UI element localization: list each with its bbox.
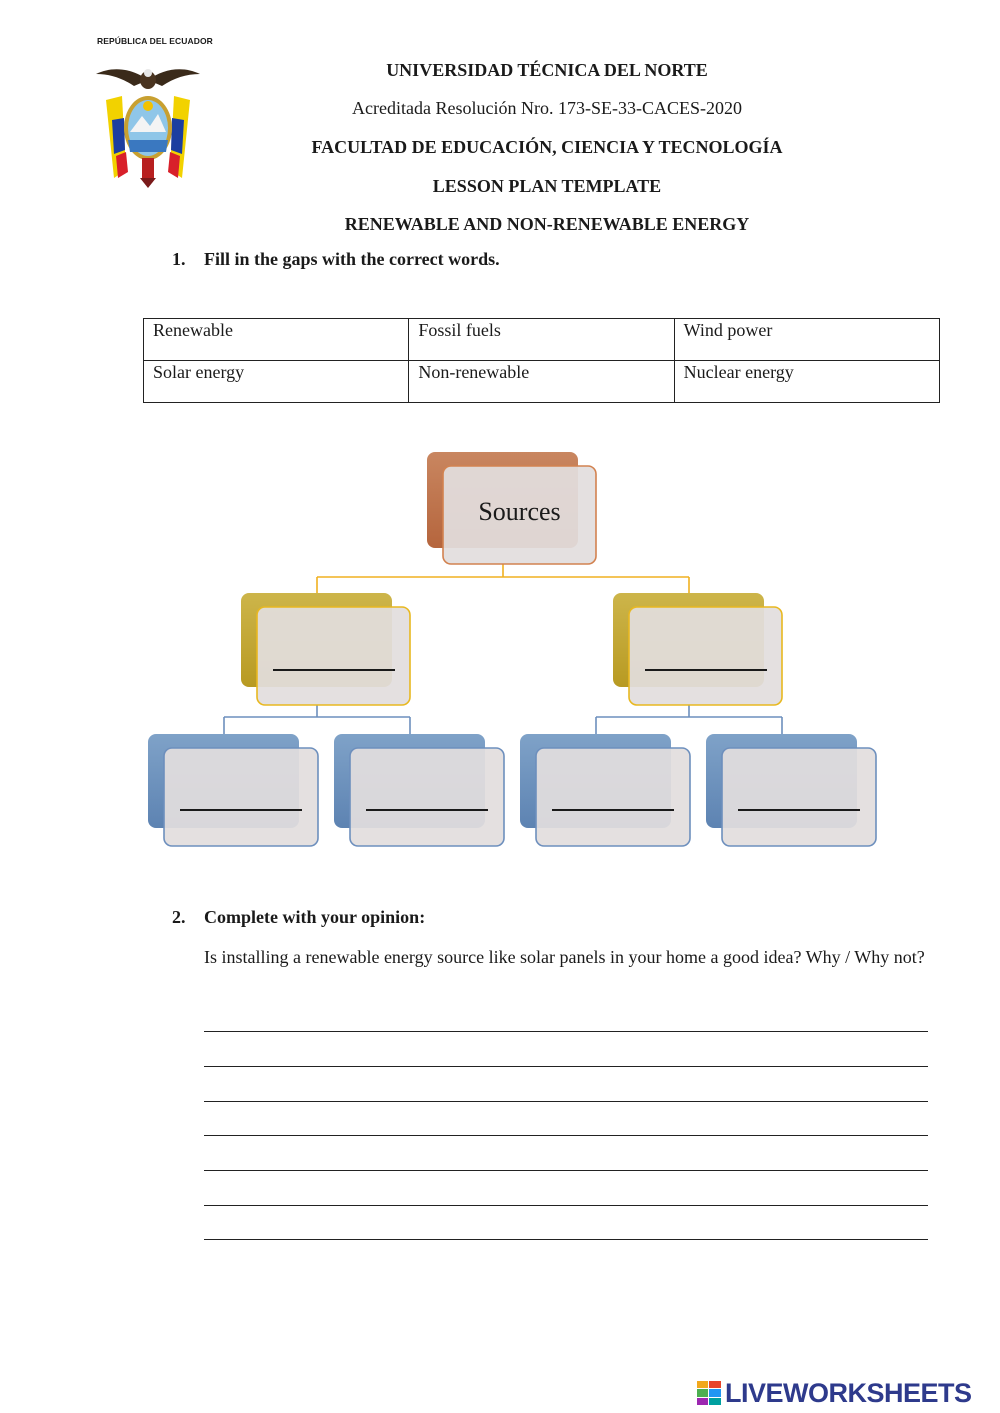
blank-category-2[interactable] (645, 669, 767, 671)
blank-example-3[interactable] (552, 809, 674, 811)
liveworksheets-wordmark: LIVEWORKSHEETS (725, 1378, 972, 1408)
document-topic: RENEWABLE AND NON-RENEWABLE ENERGY (344, 214, 750, 234)
answer-line[interactable] (204, 1205, 928, 1206)
word-bank-cell: Renewable (144, 319, 409, 361)
answer-line[interactable] (204, 1066, 928, 1067)
answer-line[interactable] (204, 1239, 928, 1240)
word-bank-cell: Nuclear energy (674, 361, 939, 403)
blank-example-1[interactable] (180, 809, 302, 811)
blank-example-2[interactable] (366, 809, 488, 811)
example-node-1 (148, 734, 318, 846)
question-1-instruction: Fill in the gaps with the correct words. (204, 249, 500, 269)
document-type: LESSON PLAN TEMPLATE (432, 176, 662, 196)
word-bank-cell: Fossil fuels (409, 319, 674, 361)
answer-line[interactable] (204, 1170, 928, 1171)
answer-line[interactable] (204, 1135, 928, 1136)
answer-line[interactable] (204, 1031, 928, 1032)
category-node-right (613, 593, 782, 705)
question-1-number: 1. (172, 249, 186, 269)
university-name: UNIVERSIDAD TÉCNICA DEL NORTE (386, 60, 708, 80)
question-2-prompt: Is installing a renewable energy source like solar panels in your home a good idea? Why / Why not? (204, 947, 925, 967)
word-bank-cell: Solar energy (144, 361, 409, 403)
category-node-left (241, 593, 410, 705)
example-node-4 (706, 734, 876, 846)
question-2-instruction: Complete with your opinion: (204, 907, 426, 927)
blank-example-4[interactable] (738, 809, 860, 811)
word-bank-cell: Wind power (674, 319, 939, 361)
answer-line[interactable] (204, 1101, 928, 1102)
question-2-number: 2. (172, 907, 186, 927)
faculty-name: FACULTAD DE EDUCACIÓN, CIENCIA Y TECNOLOGÍA (311, 137, 783, 157)
liveworksheets-logo[interactable] (697, 1376, 997, 1410)
blank-category-1[interactable] (273, 669, 395, 671)
country-label: REPÚBLICA DEL ECUADOR (97, 36, 213, 46)
root-node-label: Sources (478, 497, 561, 526)
word-bank-cell: Non-renewable (409, 361, 674, 403)
liveworksheets-icon (697, 1381, 721, 1405)
example-node-2 (334, 734, 504, 846)
accreditation-text: Acreditada Resolución Nro. 173-SE-33-CACES-2020 (352, 98, 742, 118)
example-node-3 (520, 734, 690, 846)
